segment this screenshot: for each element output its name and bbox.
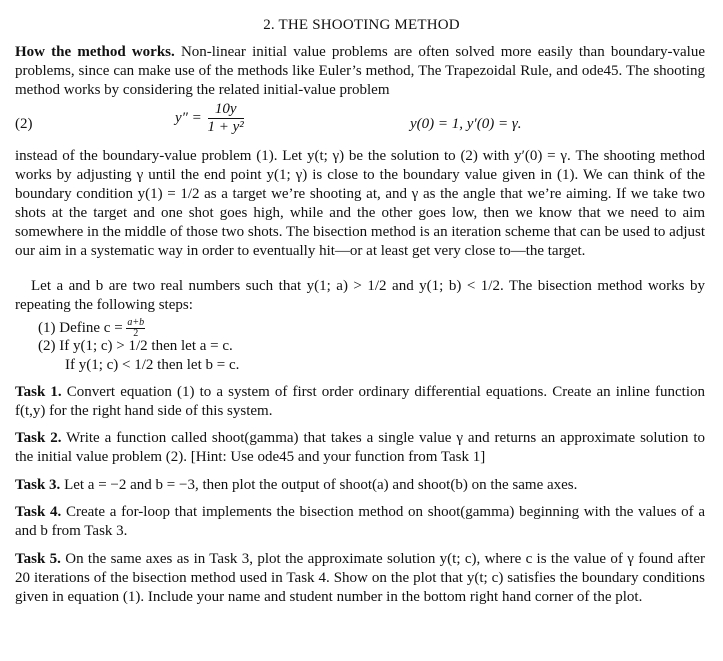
bisection-steps [38, 318, 698, 375]
task-text: On the same axes as in Task 3, plot the approximate solution y(t; c), where c is the value of γ found after 20 iterations of the bisection method used in Task 4. Show on the plot that y(t; c) satisfies the boundary conditions given in equation (1). Include your name and student number in the bottom right hand corner of the plot. [15, 551, 705, 605]
task-label: Task 3. [15, 477, 61, 493]
paragraph-method-intro [15, 43, 705, 100]
section-title: 2. THE SHOOTING METHOD [263, 17, 460, 33]
task-5 [15, 550, 705, 607]
step-define-c [38, 318, 698, 337]
step-update-a: (2) If y(1; c) > 1/2 then let a = c. [38, 338, 233, 354]
task-label: Task 1. [15, 384, 62, 400]
equation-denominator: 1 + y² [207, 119, 244, 135]
step-update-b: If y(1; c) < 1/2 then let b = c. [65, 357, 240, 373]
task-2 [15, 429, 705, 467]
step-fraction-numerator: a+b [127, 317, 145, 328]
task-3 [15, 476, 705, 495]
task-text: Let a = −2 and b = −3, then plot the output of shoot(a) and shoot(b) on the same axes. [60, 477, 578, 493]
paragraph-body: Non-linear initial value problems are often solved more easily than boundary-value problems, since can make use of the methods like Euler’s method, The Trapezoidal Rule, and ode45. The shooting method works by considering the related initial-value problem [15, 44, 705, 98]
equation-numerator: 10y [208, 101, 244, 119]
step-fraction-denominator: 2 [133, 328, 139, 339]
equation-initial-conditions: y(0) = 1, y′(0) = γ. [410, 116, 522, 132]
task-text: Write a function called shoot(gamma) that takes a single value γ and returns an approximate solution to the initial value problem (2). [Hint: Use ode45 and your function from Task 1] [15, 430, 706, 465]
equation-fraction [208, 101, 244, 136]
paragraph-shooting-explanation: instead of the boundary-value problem (1). Let y(t; γ) be the solution to (2) with y′(0) = γ. The shooting method works by adjusting γ until the end point y(1; γ) is close to the boundary value given in (1). We can think of the boundary condition y(1) = 1/2 as a target we’re shooting at, and γ as the angle that we’re aiming. If we take two shots at the target and one shot goes high, while and the other goes low, then we know that we need to aim somewhere in the middle of those two shots. The bisection method is an iteration scheme that can be used to adjust our aim in a systematic way in order to eventually hit—or at least get very close to—the target. [15, 148, 705, 259]
equation-ode [175, 101, 246, 136]
paragraph-lead: How the method works. [15, 44, 175, 60]
step-define-fraction [126, 318, 145, 339]
task-text: Convert equation (1) to a system of first order ordinary differential equations. Create an inline function f(t,y) for the right hand side of this system. [15, 384, 705, 419]
task-label: Task 2. [15, 430, 62, 446]
step-define-prefix: (1) Define c = [38, 319, 127, 336]
equation-number: (2) [15, 116, 33, 132]
task-4 [15, 503, 705, 541]
task-label: Task 4. [15, 504, 62, 520]
paragraph-bisection-intro: Let a and b are two real numbers such that y(1; a) > 1/2 and y(1; b) < 1/2. The bisection method works by repeating the following steps: [15, 278, 705, 313]
task-1 [15, 383, 705, 421]
task-text: Create a for-loop that implements the bisection method on shoot(gamma) beginning with the values of a and b from Task 3. [15, 504, 705, 539]
equation-lhs: y″ = [175, 110, 202, 126]
task-label: Task 5. [15, 551, 61, 567]
